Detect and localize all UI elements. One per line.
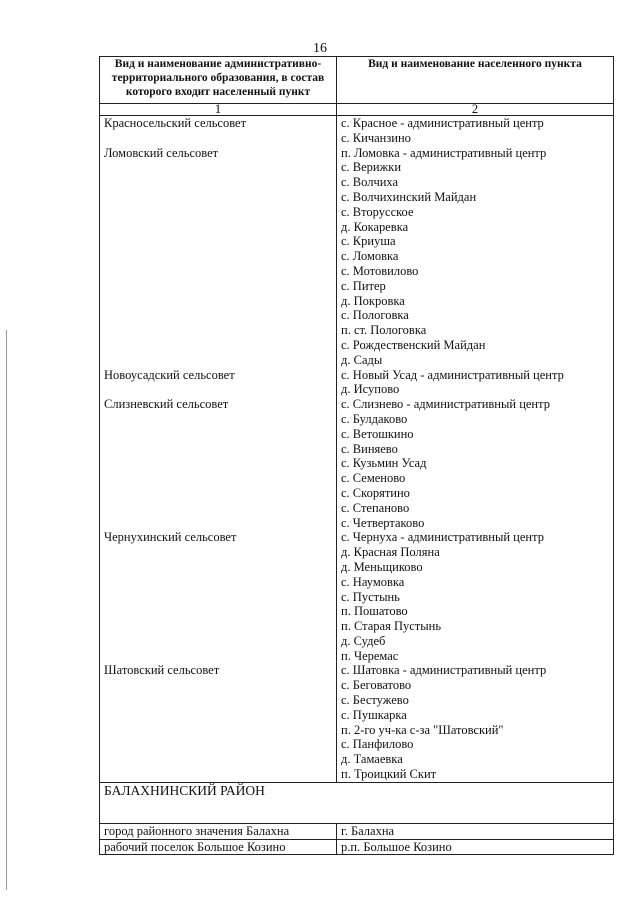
admin-spacer — [104, 234, 332, 249]
settlement-name: с. Степаново — [341, 500, 410, 515]
header-admin-column: Вид и наименование административно-территориального образования, в состав которого входит населенный пункт — [100, 57, 337, 104]
settlements-table — [99, 56, 614, 855]
settlement-name: с. Чернуха - административный центр — [341, 530, 544, 545]
settlement-name: п. ст. Пологовка — [341, 323, 427, 338]
settlement-name: п. Черемас — [341, 648, 399, 663]
admin-spacer — [104, 264, 332, 279]
header-row — [100, 57, 614, 104]
table-row — [100, 823, 614, 839]
settlement-name: с. Булдаково — [341, 411, 408, 426]
settlement-name: д. Сады — [341, 352, 383, 367]
settlement-name: с. Беговатово — [341, 678, 412, 693]
admin-spacer — [104, 737, 332, 752]
settlement-name: с. Верижки — [341, 160, 402, 175]
scan-edge-mark — [6, 330, 7, 890]
settlement-name: с. Волчиха — [341, 175, 399, 190]
settlement-name: с. Волчихинский Майдан — [341, 189, 477, 204]
table-row — [100, 839, 614, 855]
settlement-name: с. Новый Усад - административный центр — [341, 367, 564, 382]
settlement-name: с. Скорятино — [341, 485, 410, 500]
settlement-name: д. Покровка — [341, 293, 405, 308]
settlement-name: д. Судеб — [341, 633, 386, 648]
admin-spacer — [104, 427, 332, 442]
settlement-name: с. Слизнево - административный центр — [341, 397, 550, 412]
admin-unit-name: Ломовский сельсовет — [104, 145, 219, 160]
settlement-cell: р.п. Большое Козино — [337, 839, 614, 855]
admin-spacer — [104, 175, 332, 190]
admin-spacer — [104, 382, 332, 397]
admin-spacer — [104, 220, 332, 235]
admin-spacer — [104, 634, 332, 649]
admin-spacer — [104, 545, 332, 560]
admin-spacer — [104, 649, 332, 664]
admin-spacer — [104, 338, 332, 353]
settlement-name: с. Бестужево — [341, 693, 409, 708]
admin-spacer — [104, 294, 332, 309]
admin-spacer — [104, 456, 332, 471]
admin-spacer — [104, 131, 332, 146]
column-number-2: 2 — [337, 104, 614, 116]
settlement-cell: г. Балахна — [337, 823, 614, 839]
admin-spacer — [104, 501, 332, 516]
admin-spacer — [104, 190, 332, 205]
settlement-name: д. Красная Поляна — [341, 545, 440, 560]
settlement-name: с. Пушкарка — [341, 707, 407, 722]
admin-spacer — [104, 279, 332, 294]
admin-spacer — [104, 412, 332, 427]
settlement-name: с. Панфилово — [341, 737, 414, 752]
admin-spacer — [104, 575, 332, 590]
admin-spacer — [104, 752, 332, 767]
column-number-row — [100, 104, 614, 116]
settlement-column-cell — [337, 116, 614, 783]
admin-spacer — [104, 160, 332, 175]
admin-spacer — [104, 678, 332, 693]
settlement-name: д. Тамаевка — [341, 752, 403, 767]
settlement-name: п. Троицкий Скит — [341, 767, 437, 782]
admin-spacer — [104, 442, 332, 457]
admin-unit-name: Новоусадский сельсовет — [104, 367, 235, 382]
admin-cell: рабочий поселок Большое Козино — [100, 839, 337, 855]
admin-spacer — [104, 205, 332, 220]
admin-spacer — [104, 323, 332, 338]
settlement-name: д. Меньщиково — [341, 559, 423, 574]
column-number-1: 1 — [100, 104, 337, 116]
admin-spacer — [104, 708, 332, 723]
admin-spacer — [104, 471, 332, 486]
page-number: 16 — [313, 41, 327, 56]
settlement-name: с. Рождественский Майдан — [341, 337, 486, 352]
settlement-name: с. Вторусское — [341, 204, 414, 219]
admin-spacer — [104, 486, 332, 501]
settlement-name: с. Четвертаково — [341, 515, 425, 530]
settlement-name: с. Красное - административный центр — [341, 116, 544, 130]
settlement-name: п. Ломовка - административный центр — [341, 145, 547, 160]
settlement-name: с. Ветошкино — [341, 426, 414, 441]
admin-spacer — [104, 516, 332, 531]
admin-spacer — [104, 619, 332, 634]
admin-spacer — [104, 560, 332, 575]
settlement-name: п. 2-го уч-ка с-за "Шатовский" — [341, 722, 504, 737]
admin-unit-name: Чернухинский сельсовет — [104, 530, 237, 545]
admin-cell: город районного значения Балахна — [100, 823, 337, 839]
admin-spacer — [104, 604, 332, 619]
settlement-name: с. Криуша — [341, 234, 396, 249]
admin-unit-name: Красносельский сельсовет — [104, 116, 247, 130]
admin-unit-name: Шатовский сельсовет — [104, 663, 220, 678]
settlement-name: с. Семеново — [341, 471, 406, 486]
settlement-name: с. Мотовилово — [341, 263, 419, 278]
admin-spacer — [104, 693, 332, 708]
settlement-name: с. Кичанзино — [341, 130, 411, 145]
admin-unit-name: Слизневский сельсовет — [104, 397, 229, 412]
admin-spacer — [104, 590, 332, 605]
settlement-name: с. Виняево — [341, 441, 398, 456]
settlement-name: с. Пологовка — [341, 308, 409, 323]
admin-spacer — [104, 249, 332, 264]
settlement-name: с. Кузьмин Усад — [341, 456, 427, 471]
settlement-name: с. Ломовка — [341, 249, 399, 264]
district-heading: БАЛАХНИНСКИЙ РАЙОН — [100, 782, 614, 823]
admin-column-cell — [100, 116, 337, 783]
settlement-name: с. Наумовка — [341, 574, 405, 589]
district-row — [100, 782, 614, 823]
settlement-name: п. Старая Пустынь — [341, 619, 442, 634]
table-row-groups — [100, 116, 614, 783]
settlement-name: с. Пустынь — [341, 589, 400, 604]
settlement-name: п. Пошатово — [341, 604, 408, 619]
settlement-name: с. Питер — [341, 278, 386, 293]
admin-spacer — [104, 308, 332, 323]
admin-spacer — [104, 353, 332, 368]
settlement-name: д. Кокаревка — [341, 219, 409, 234]
header-settlement-column: Вид и наименование населенного пункта — [337, 57, 614, 104]
admin-spacer — [104, 723, 332, 738]
admin-spacer — [104, 767, 332, 782]
settlement-name: д. Исупово — [341, 382, 400, 397]
settlement-name: с. Шатовка - административный центр — [341, 663, 547, 678]
